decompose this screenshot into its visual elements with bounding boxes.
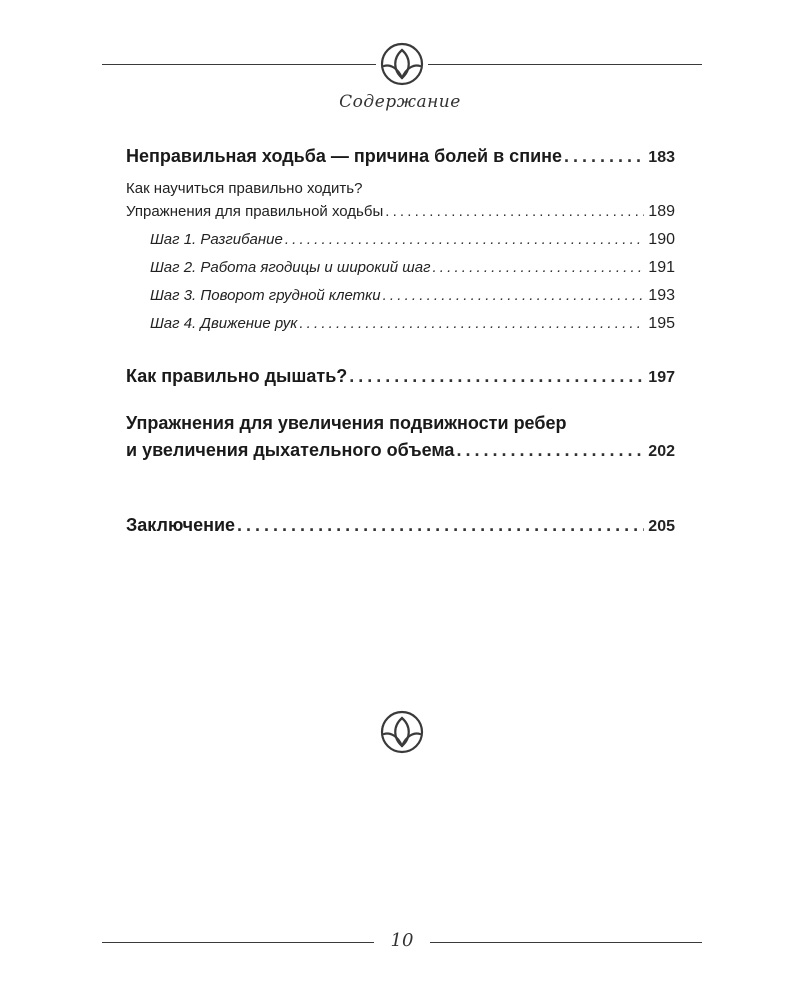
toc-entry-page: 205 bbox=[648, 518, 675, 535]
toc-leader-dots bbox=[456, 440, 644, 461]
toc-entry-title: Шаг 1. Разгибание bbox=[150, 231, 283, 248]
toc-entry[interactable] bbox=[150, 231, 675, 249]
toc-entry-page: 190 bbox=[648, 231, 675, 248]
toc-leader-dots bbox=[237, 515, 644, 536]
toc-entry-title: Шаг 4. Движение рук bbox=[150, 315, 298, 332]
toc-leader-dots bbox=[385, 203, 644, 220]
toc-entry[interactable] bbox=[126, 515, 675, 536]
header-rule-right bbox=[428, 64, 702, 65]
lotus-circle-icon bbox=[378, 40, 426, 88]
toc-entry-page: 197 bbox=[648, 369, 675, 386]
toc-entry[interactable] bbox=[150, 287, 675, 305]
toc-entry[interactable] bbox=[126, 146, 675, 167]
toc-leader-dots bbox=[383, 287, 645, 304]
toc-entry-title: Как научиться правильно ходить? bbox=[126, 180, 363, 197]
toc-entry-title: Шаг 2. Работа ягодицы и широкий шаг bbox=[150, 259, 431, 276]
toc-entry[interactable] bbox=[126, 180, 362, 197]
lotus-circle-icon bbox=[378, 708, 426, 756]
page-number: 10 bbox=[390, 930, 414, 951]
toc-entry-title: Неправильная ходьба — причина болей в спине bbox=[126, 146, 563, 166]
toc-leader-dots bbox=[564, 146, 644, 167]
toc-entry[interactable] bbox=[150, 259, 675, 277]
toc-leader-dots bbox=[299, 315, 644, 332]
toc-entry[interactable] bbox=[150, 315, 675, 333]
toc-entry-page: 202 bbox=[648, 443, 675, 460]
toc-entry-title-line1[interactable]: Упражнения для увеличения подвижности ребер bbox=[126, 413, 567, 433]
toc-entry-page: 191 bbox=[648, 259, 675, 276]
toc-entry-title-line2: и увеличения дыхательного объема bbox=[126, 440, 455, 460]
toc-entry-page: 193 bbox=[648, 287, 675, 304]
toc-entry-title: Шаг 3. Поворот грудной клетки bbox=[150, 287, 381, 304]
toc-leader-dots bbox=[285, 231, 644, 248]
footer-rule-left bbox=[102, 942, 374, 943]
footer-rule-right bbox=[430, 942, 702, 943]
toc-entry-title: Упражнения для правильной ходьбы bbox=[126, 203, 384, 220]
header-rule-left bbox=[102, 64, 376, 65]
toc-entry[interactable] bbox=[126, 440, 675, 461]
toc-leader-dots bbox=[349, 366, 644, 387]
toc-entry-page: 183 bbox=[648, 149, 675, 166]
toc-leader-dots bbox=[432, 259, 644, 276]
toc-entry-title: Заключение bbox=[126, 515, 236, 535]
toc-entry-page: 189 bbox=[648, 203, 675, 220]
toc-entry-page: 195 bbox=[648, 315, 675, 332]
toc-entry[interactable] bbox=[126, 366, 675, 387]
toc-entry-title: Как правильно дышать? bbox=[126, 366, 348, 386]
toc-entry[interactable] bbox=[126, 203, 675, 221]
running-head: Содержание bbox=[339, 92, 461, 112]
